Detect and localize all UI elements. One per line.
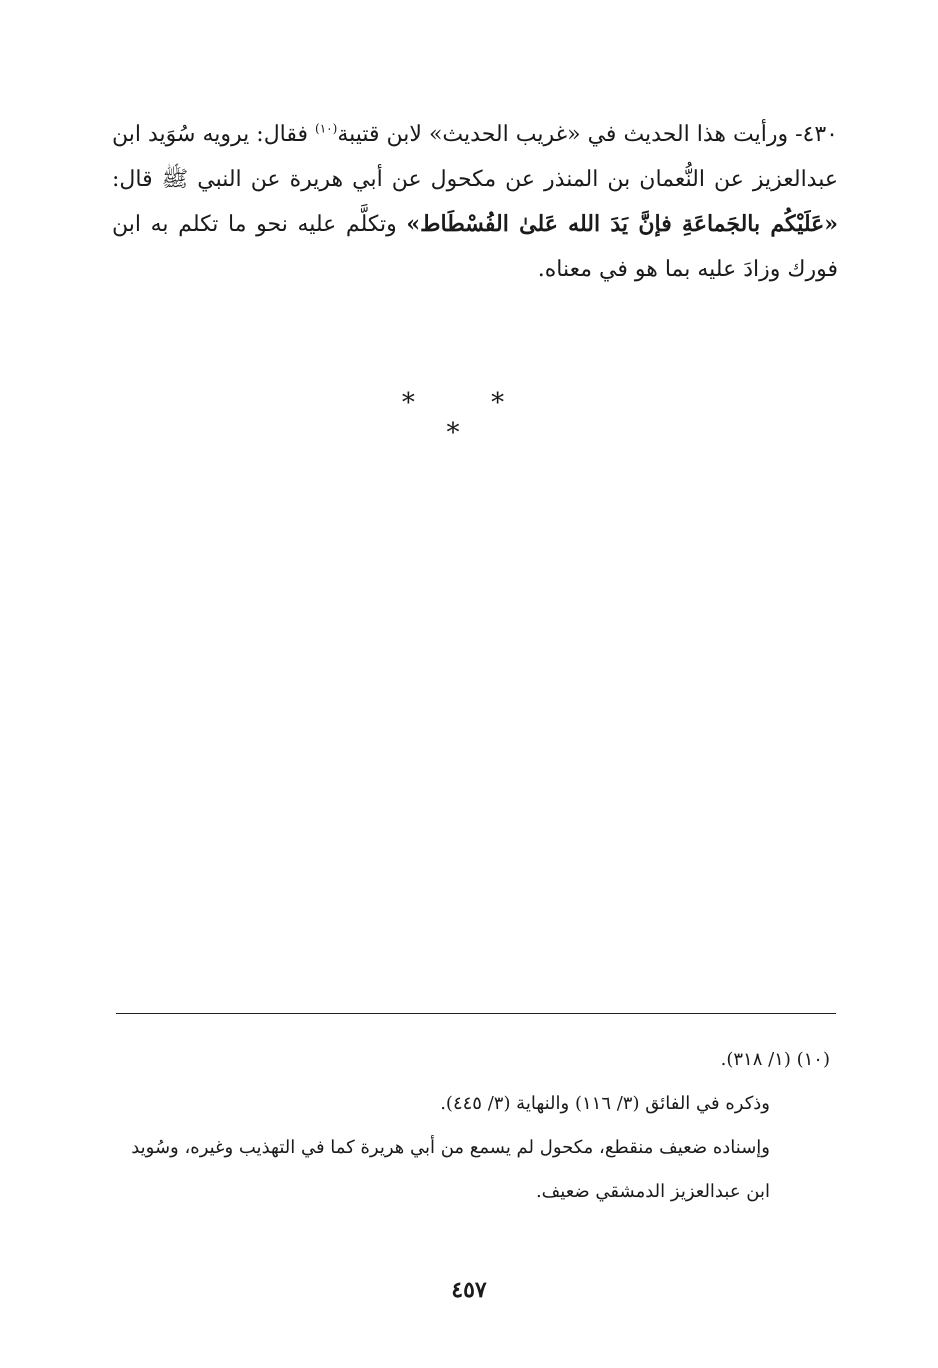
footnotes — [112, 1038, 830, 1214]
paragraph-end: وتكلَّم عليه نحو ما تكلم به ابن فورك وزادَ عليه بما هو في معناه. — [112, 212, 838, 282]
footnote-line-1: (١٠) (١/ ٣١٨). — [720, 1049, 830, 1070]
footnote-line-2: وذكره في الفائق (٣/ ١١٦) والنهاية (٣/ ٤٤٥). — [440, 1093, 770, 1114]
footnote-reference: (١٠) — [315, 121, 338, 136]
footnote-line-3: وإسناده ضعيف منقطع، مكحول لم يسمع من أبي هريرة كما في التهذيب وغيره، وسُويد ابن عبدالعزيز الدمشقي ضعيف. — [131, 1137, 770, 1202]
main-paragraph — [112, 112, 838, 292]
page-number: ٤٥٧ — [451, 1277, 487, 1303]
footnote-divider — [116, 1013, 836, 1014]
paragraph-middle: فقال: يرويه سُوَيد ابن عبدالعزيز عن النُّعمان بن المنذر عن مكحول عن أبي هريرة عن النبي ﷺ قال: — [112, 122, 838, 192]
paragraph-430 — [112, 112, 838, 292]
section-separator: * * * — [401, 388, 539, 448]
paragraph-intro: ٤٣٠- ورأيت هذا الحديث في «غريب الحديث» لابن قتيبة — [337, 122, 838, 147]
hadith-quote: «عَلَيْكُم بالجَماعَةِ فإنَّ يَدَ الله عَلىٰ الفُسْطَاط» — [406, 211, 838, 237]
